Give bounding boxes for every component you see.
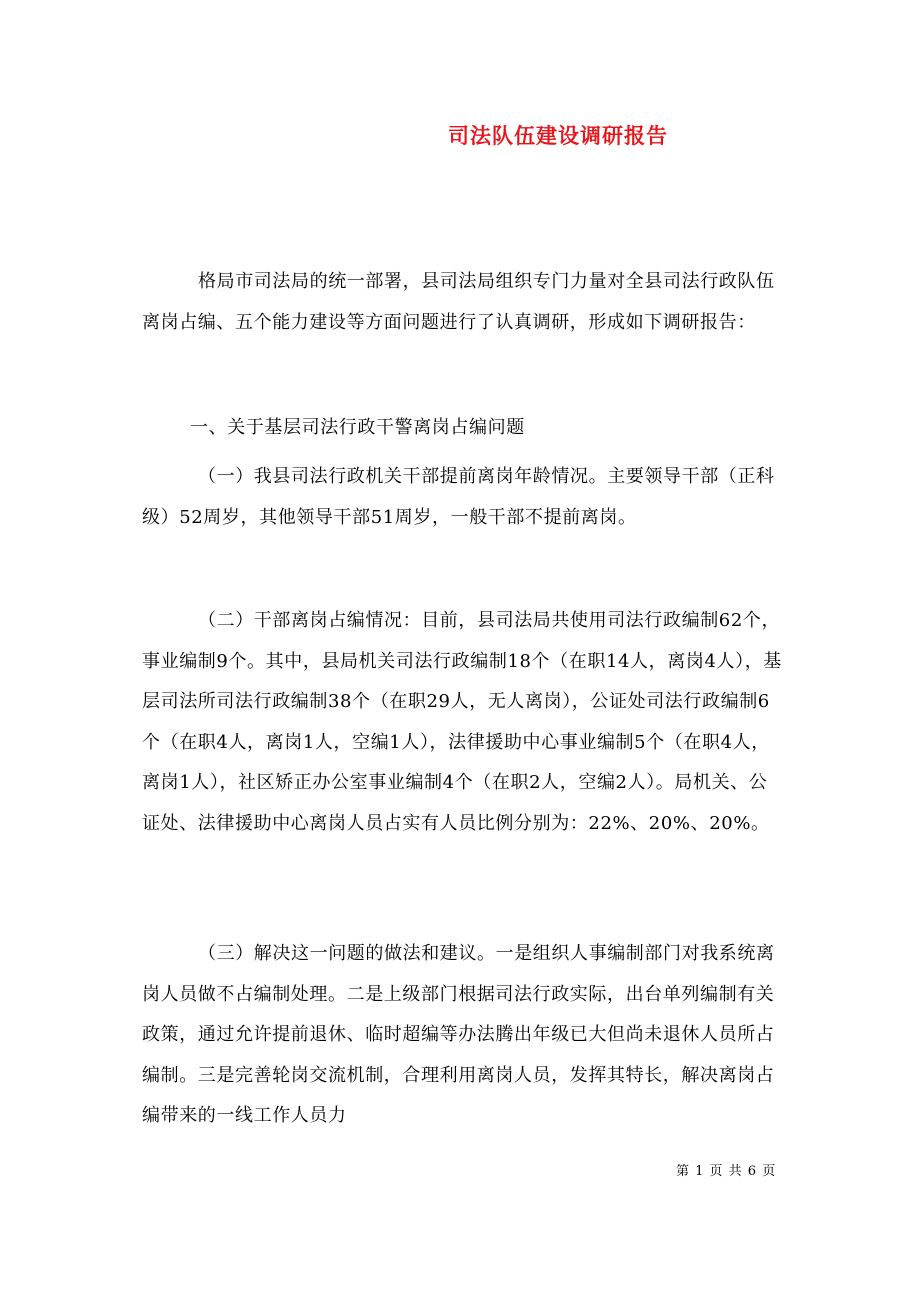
paragraph-text: （一）我县司法行政机关干部提前离岗年龄情况。主要领导干部（正科级）52周岁，其他领导干部51周岁，一般干部不提前离岗。 (142, 466, 775, 528)
page-number-footer: 第 1 页 共 6 页 (676, 1164, 777, 1179)
paragraph-retirement-age (142, 457, 782, 538)
paragraph-solutions (142, 934, 782, 1137)
paragraph-text: （二）干部离岗占编情况：目前，县司法局共使用司法行政编制62个，事业编制9个。其中，县局机关司法行政编制18个（在职14人，离岗4人），基层司法所司法行政编制38个（在职29人，无人离岗），公证处司法行政编制6个（在职4人，离岗1人，空编1人），法律援助中心事业编制5个（在职4人，离岗1人），社区矫正办公室事业编制4个（在职2人，空编2人）。局机关、公证处、法律援助中心离岗人员占实有人员比例分别为：22%、20%、20%。 (142, 610, 782, 834)
paragraph-staffing (142, 601, 782, 845)
section-heading-text: 一、关于基层司法行政干警离岗占编问题 (190, 417, 525, 438)
document-title: 司法队伍建设调研报告 (448, 123, 668, 148)
paragraph-intro (142, 262, 782, 343)
section-heading-1 (142, 408, 782, 449)
paragraph-text: （三）解决这一问题的做法和建议。一是组织人事编制部门对我系统离岗人员做不占编制处理。二是上级部门根据司法行政实际，出台单列编制有关政策，通过允许提前退休、临时超编等办法腾出年级已大但尚未退休人员所占编制。三是完善轮岗交流机制，合理利用离岗人员，发挥其特长，解决离岗占编带来的一线工作人员力 (142, 943, 775, 1127)
paragraph-text: 格局市司法局的统一部署，县司法局组织专门力量对全县司法行政队伍离岗占编、五个能力建设等方面问题进行了认真调研，形成如下调研报告： (142, 271, 775, 333)
